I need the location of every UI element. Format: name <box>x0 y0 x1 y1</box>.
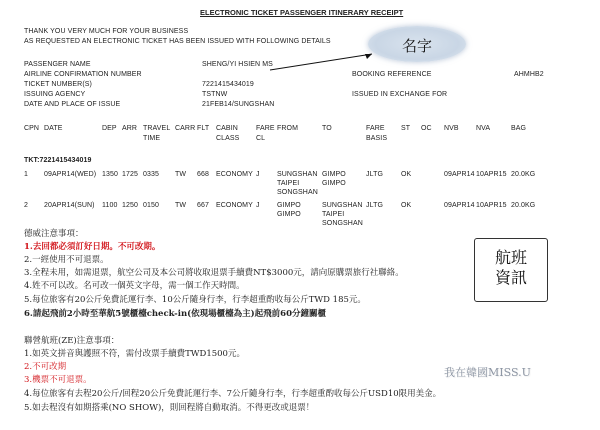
row-from-1: GIMPO <box>277 202 301 209</box>
col-to: TO <box>322 125 332 132</box>
row-basis: JLTG <box>366 171 383 178</box>
booking-ref-value: AHMHB2 <box>514 71 544 78</box>
row-fare-cl: J <box>256 171 260 178</box>
tway-note-3: 3.全程未用，如需退票，航空公司及本公司將收取退票手續費NT$3000元，請向原購票旅行社聯絡。 <box>24 268 404 278</box>
exchange-label: ISSUED IN EXCHANGE FOR <box>352 91 448 98</box>
tway-notes-heading: 德威注意事項： <box>24 229 84 239</box>
row-cpn: 2 <box>24 202 28 209</box>
col-nvb: NVB <box>444 125 459 132</box>
issuing-agency-value: TSTNW <box>202 91 228 98</box>
row-bag: 20.0KG <box>511 202 536 209</box>
intro-line-2: AS REQUESTED AN ELECTRONIC TICKET HAS BEEN ISSUED WITH FOLLOWING DETAILS <box>24 38 331 45</box>
ticket-number-label: TICKET NUMBER(S) <box>24 81 92 88</box>
name-annotation-text: 名字 <box>401 37 432 55</box>
booking-ref-label: BOOKING REFERENCE <box>352 71 432 78</box>
row-date: 20APR14(SUN) <box>44 202 95 209</box>
col-arr: ARR <box>122 125 138 132</box>
row-arr: 1250 <box>122 202 138 209</box>
col-date: DATE <box>44 125 63 132</box>
row-arr: 1725 <box>122 171 138 178</box>
row-nva: 10APR15 <box>476 171 507 178</box>
row-carr: TW <box>175 202 187 209</box>
col-flt: FLT <box>197 125 210 132</box>
tway-note-5: 5.每位旅客有20公斤免費託運行李、10公斤隨身行李，行李超重酌收每公斤TWD 185元。 <box>24 295 366 305</box>
col-cabin: CABIN <box>216 125 238 132</box>
ticket-number-value: 7221415434019 <box>202 81 254 88</box>
tway-note-2: 2.一經使用不可退票。 <box>24 255 109 265</box>
row-nvb: 09APR14 <box>444 171 475 178</box>
row-nvb: 09APR14 <box>444 202 475 209</box>
col-fare-basis: FARE <box>366 125 385 132</box>
issue-date-value: 21FEB14/SUNGSHAN <box>202 101 275 108</box>
row-dep: 1350 <box>102 171 118 178</box>
col-basis: BASIS <box>366 135 388 142</box>
col-time: TIME <box>143 135 161 142</box>
confirmation-label: AIRLINE CONFIRMATION NUMBER <box>24 71 142 78</box>
row-st: OK <box>401 202 412 209</box>
col-class: CLASS <box>216 135 240 142</box>
col-cpn: CPN <box>24 125 40 132</box>
row-dep: 1100 <box>102 202 118 209</box>
row-to-2: GIMPO <box>322 180 346 187</box>
row-bag: 20.0KG <box>511 171 536 178</box>
name-annotation-bubble <box>368 26 466 62</box>
row-cpn: 1 <box>24 171 28 178</box>
row-from-2: GIMPO <box>277 211 301 218</box>
ze-note-5: 5.如去程沒有如期搭乘(NO SHOW)，則回程將自動取消。不得更改或退票！ <box>24 403 315 413</box>
tway-note-6: 6.請起飛前2小時至華航5號櫃檯check-in(依現場櫃檯為主)起飛前60分鐘關櫃 <box>24 309 326 319</box>
col-fare: FARE <box>256 125 275 132</box>
passenger-name-value: SHENG/YI HSIEN MS <box>202 61 273 68</box>
passenger-name-label: PASSENGER NAME <box>24 61 91 68</box>
row-st: OK <box>401 171 412 178</box>
issue-date-label: DATE AND PLACE OF ISSUE <box>24 101 121 108</box>
col-from: FROM <box>277 125 299 132</box>
col-oc: OC <box>421 125 432 132</box>
flight-info-stamp <box>474 238 548 302</box>
tway-note-1: 1.去回都必須訂好日期。不可改期。 <box>24 242 161 252</box>
row-cabin: ECONOMY <box>216 202 253 209</box>
tway-note-4: 4.姓不可以改。名可改一個英文字母，需一個工作天時間。 <box>24 281 245 291</box>
row-to-3: SONGSHAN <box>322 220 363 227</box>
blog-watermark: 我在韓國MISS.U <box>444 366 531 379</box>
col-bag: BAG <box>511 125 527 132</box>
ze-note-2: 2.不可改期 <box>24 362 67 372</box>
row-flt: 667 <box>197 202 209 209</box>
ze-note-1: 1.如英文拼音與護照不符，需付改票手續費TWD1500元。 <box>24 349 245 359</box>
ze-notes-heading: 聯營航班(ZE)注意事項： <box>24 336 120 346</box>
tkt-line: TKT:7221415434019 <box>24 157 92 164</box>
row-basis: JLTG <box>366 202 383 209</box>
row-flt: 668 <box>197 171 209 178</box>
row-travel: 0335 <box>143 171 159 178</box>
ze-note-3: 3.機票不可退票。 <box>24 375 92 385</box>
col-travel: TRAVEL <box>143 125 171 132</box>
row-fare-cl: J <box>256 202 260 209</box>
row-from-3: SONGSHAN <box>277 189 318 196</box>
col-dep: DEP <box>102 125 117 132</box>
intro-line-1: THANK YOU VERY MUCH FOR YOUR BUSINESS <box>24 28 189 35</box>
row-from-1: SUNGSHAN <box>277 171 318 178</box>
col-cl: CL <box>256 135 266 142</box>
stamp-line-2: 資訊 <box>494 268 527 287</box>
row-travel: 0150 <box>143 202 159 209</box>
col-st: ST <box>401 125 411 132</box>
row-nva: 10APR15 <box>476 202 507 209</box>
issuing-agency-label: ISSUING AGENCY <box>24 91 86 98</box>
row-to-2: TAIPEI <box>322 211 345 218</box>
row-from-2: TAIPEI <box>277 180 300 187</box>
receipt-title: ELECTRONIC TICKET PASSENGER ITINERARY RECEIPT <box>200 8 404 17</box>
row-cabin: ECONOMY <box>216 171 253 178</box>
ze-note-4: 4.每位旅客有去程20公斤/回程20公斤免費託運行李、7公斤隨身行李，行李超重酌收每公斤USD10限用美金。 <box>24 389 442 399</box>
row-date: 09APR14(WED) <box>44 171 97 178</box>
row-to-1: GIMPO <box>322 171 346 178</box>
col-nva: NVA <box>476 125 491 132</box>
row-carr: TW <box>175 171 187 178</box>
col-carr: CARR <box>175 125 196 132</box>
row-to-1: SUNGSHAN <box>322 202 363 209</box>
stamp-line-1: 航班 <box>494 248 527 267</box>
